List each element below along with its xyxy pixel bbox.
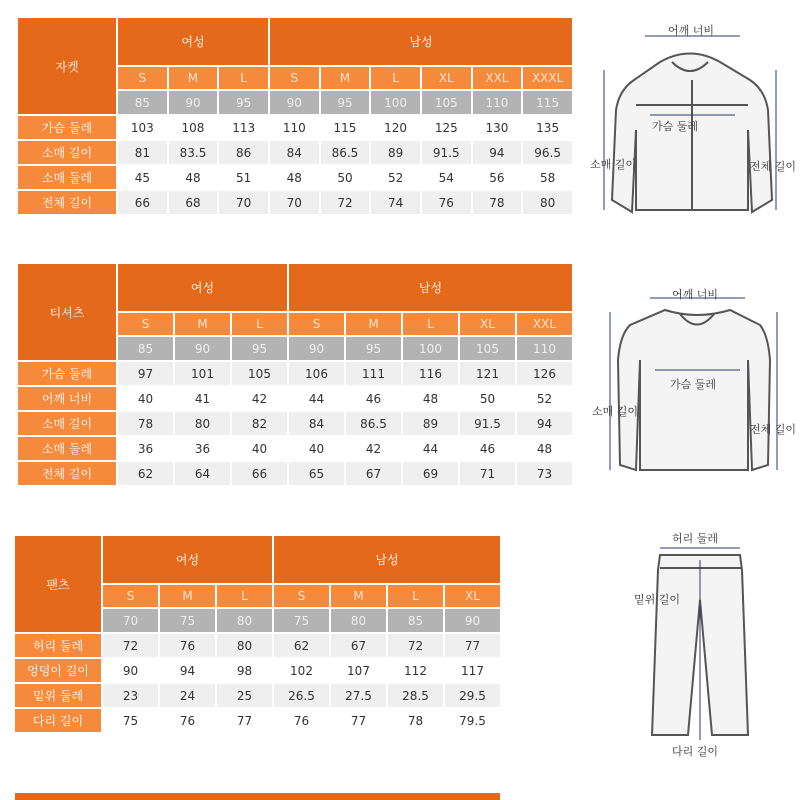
- size-header: S: [270, 67, 319, 89]
- measurement-value: 41: [175, 387, 230, 410]
- measurement-value: 70: [270, 191, 319, 214]
- measurement-value: 42: [346, 437, 401, 460]
- measurement-value: 77: [445, 634, 500, 657]
- measurement-value: 125: [422, 116, 471, 139]
- measurement-value: 46: [346, 387, 401, 410]
- measurement-value: 26.5: [274, 684, 329, 707]
- measurement-value: 73: [517, 462, 572, 485]
- reference-size: 100: [403, 337, 458, 360]
- measurement-value: 50: [460, 387, 515, 410]
- size-header: M: [169, 67, 218, 89]
- measurement-value: 86.5: [321, 141, 370, 164]
- measurement-value: 107: [331, 659, 386, 682]
- reference-size: 85: [118, 337, 173, 360]
- measurement-value: 90: [103, 659, 158, 682]
- jacket-sleeve-label: 소매 길이: [590, 158, 637, 171]
- size-header: L: [217, 585, 272, 607]
- measurement-value: 66: [118, 191, 167, 214]
- size-header: S: [103, 585, 158, 607]
- tshirt-shoulder-label: 어깨 너비: [672, 288, 719, 301]
- measurement-value: 91.5: [460, 412, 515, 435]
- measurement-value: 62: [274, 634, 329, 657]
- jacket-chest-label: 가슴 둘레: [652, 120, 699, 133]
- measurement-label: 전체 길이: [18, 462, 116, 485]
- pants-waist-label: 허리 둘레: [672, 532, 719, 545]
- reference-size: 90: [270, 91, 319, 114]
- tshirt-length-label: 전체 길이: [750, 423, 797, 436]
- reference-size: 90: [289, 337, 344, 360]
- measurement-value: 28.5: [388, 684, 443, 707]
- reference-size: 110: [473, 91, 522, 114]
- measurement-value: 36: [175, 437, 230, 460]
- tshirt-sleeve-label: 소매 길이: [592, 405, 639, 418]
- measurement-value: 72: [321, 191, 370, 214]
- measurement-value: 121: [460, 362, 515, 385]
- measurement-label: 전체 길이: [18, 191, 116, 214]
- measurement-label: 어깨 너비: [18, 387, 116, 410]
- jacket-shoulder-label: 어깨 너비: [668, 24, 715, 37]
- measurement-value: 54: [422, 166, 471, 189]
- men-group-header: 남성: [270, 18, 572, 65]
- measurement-value: 112: [388, 659, 443, 682]
- women-group-header: 여성: [103, 536, 272, 583]
- measurement-value: 42: [232, 387, 287, 410]
- reference-size: 95: [346, 337, 401, 360]
- reference-size: 95: [232, 337, 287, 360]
- measurement-label: 소매 길이: [18, 412, 116, 435]
- size-header: S: [118, 313, 173, 335]
- measurement-value: 94: [473, 141, 522, 164]
- measurement-value: 52: [371, 166, 420, 189]
- measurement-value: 56: [473, 166, 522, 189]
- measurement-value: 78: [388, 709, 443, 732]
- measurement-value: 77: [217, 709, 272, 732]
- size-header: L: [219, 67, 268, 89]
- measurement-value: 24: [160, 684, 215, 707]
- measurement-value: 98: [217, 659, 272, 682]
- measurement-value: 89: [371, 141, 420, 164]
- size-header: XL: [422, 67, 471, 89]
- measurement-value: 25: [217, 684, 272, 707]
- measurement-value: 46: [460, 437, 515, 460]
- reference-size: 90: [175, 337, 230, 360]
- reference-size: 70: [103, 609, 158, 632]
- measurement-value: 120: [371, 116, 420, 139]
- size-header: XXL: [517, 313, 572, 335]
- measurement-value: 76: [422, 191, 471, 214]
- reference-size: 85: [118, 91, 167, 114]
- measurement-value: 97: [118, 362, 173, 385]
- measurement-value: 27.5: [331, 684, 386, 707]
- jacket-length-label: 전체 길이: [750, 160, 797, 173]
- measurement-value: 96.5: [523, 141, 572, 164]
- measurement-value: 94: [160, 659, 215, 682]
- measurement-value: 78: [118, 412, 173, 435]
- measurement-value: 29.5: [445, 684, 500, 707]
- measurement-value: 86.5: [346, 412, 401, 435]
- measurement-value: 45: [118, 166, 167, 189]
- pants-illustration: [652, 548, 748, 740]
- reference-size: 105: [422, 91, 471, 114]
- size-header: XXL: [473, 67, 522, 89]
- measurement-value: 75: [103, 709, 158, 732]
- size-header: S: [118, 67, 167, 89]
- measurement-value: 116: [403, 362, 458, 385]
- reference-size: 90: [169, 91, 218, 114]
- measurement-value: 94: [517, 412, 572, 435]
- category-header: 팬츠: [15, 536, 101, 632]
- measurement-label: 가슴 둘레: [18, 116, 116, 139]
- size-header: XXXL: [523, 67, 572, 89]
- category-header: 자켓: [18, 18, 116, 114]
- measurement-value: 105: [232, 362, 287, 385]
- measurement-value: 48: [403, 387, 458, 410]
- measurement-label: 가슴 둘레: [18, 362, 116, 385]
- measurement-value: 62: [118, 462, 173, 485]
- measurement-value: 80: [523, 191, 572, 214]
- measurement-value: 52: [517, 387, 572, 410]
- measurement-value: 72: [103, 634, 158, 657]
- size-header: S: [274, 585, 329, 607]
- category-header: 티셔츠: [18, 264, 116, 360]
- measurement-value: 68: [169, 191, 218, 214]
- measurement-value: 67: [346, 462, 401, 485]
- measurement-value: 80: [217, 634, 272, 657]
- measurement-value: 101: [175, 362, 230, 385]
- size-header: L: [388, 585, 443, 607]
- measurement-value: 82: [232, 412, 287, 435]
- reference-size: 95: [321, 91, 370, 114]
- measurement-value: 74: [371, 191, 420, 214]
- measurement-value: 76: [274, 709, 329, 732]
- measurement-value: 48: [169, 166, 218, 189]
- men-group-header: 남성: [274, 536, 500, 583]
- measurement-value: 84: [270, 141, 319, 164]
- size-header: M: [175, 313, 230, 335]
- measurement-value: 23: [103, 684, 158, 707]
- tshirt-chest-label: 가슴 둘레: [670, 378, 717, 391]
- measurement-label: 엉덩이 길이: [15, 659, 101, 682]
- measurement-value: 91.5: [422, 141, 471, 164]
- measurement-label: 밑위 둘레: [15, 684, 101, 707]
- measurement-value: 48: [270, 166, 319, 189]
- measurement-value: 67: [331, 634, 386, 657]
- size-header: M: [160, 585, 215, 607]
- measurement-value: 40: [118, 387, 173, 410]
- measurement-value: 110: [270, 116, 319, 139]
- size-header: S: [289, 313, 344, 335]
- reference-size: 90: [445, 609, 500, 632]
- measurement-value: 115: [321, 116, 370, 139]
- measurement-label: 소매 둘레: [18, 166, 116, 189]
- measurement-value: 89: [403, 412, 458, 435]
- measurement-value: 77: [331, 709, 386, 732]
- reference-size: 110: [517, 337, 572, 360]
- measurement-value: 126: [517, 362, 572, 385]
- measurement-value: 130: [473, 116, 522, 139]
- measurement-value: 111: [346, 362, 401, 385]
- measurement-value: 51: [219, 166, 268, 189]
- measurement-value: 86: [219, 141, 268, 164]
- size-header: L: [371, 67, 420, 89]
- measurement-label: 다리 길이: [15, 709, 101, 732]
- size-header: M: [346, 313, 401, 335]
- measurement-value: 40: [289, 437, 344, 460]
- measurement-label: 소매 둘레: [18, 437, 116, 460]
- measurement-value: 80: [175, 412, 230, 435]
- measurement-value: 64: [175, 462, 230, 485]
- measurement-value: 70: [219, 191, 268, 214]
- measurement-value: 44: [403, 437, 458, 460]
- measurement-value: 78: [473, 191, 522, 214]
- measurement-value: 48: [517, 437, 572, 460]
- reference-size: 75: [274, 609, 329, 632]
- men-group-header: 남성: [289, 264, 572, 311]
- measurement-value: 76: [160, 709, 215, 732]
- measurement-value: 36: [118, 437, 173, 460]
- reference-size: 75: [160, 609, 215, 632]
- measurement-value: 44: [289, 387, 344, 410]
- size-header: XL: [460, 313, 515, 335]
- reference-size: 100: [371, 91, 420, 114]
- measurement-value: 40: [232, 437, 287, 460]
- measurement-label: 소매 길이: [18, 141, 116, 164]
- measurement-value: 135: [523, 116, 572, 139]
- measurement-value: 76: [160, 634, 215, 657]
- size-header: L: [232, 313, 287, 335]
- measurement-value: 69: [403, 462, 458, 485]
- reference-size: 80: [217, 609, 272, 632]
- women-group-header: 여성: [118, 264, 287, 311]
- measurement-value: 79.5: [445, 709, 500, 732]
- measurement-value: 81: [118, 141, 167, 164]
- measurement-label: 허리 둘레: [15, 634, 101, 657]
- size-header: M: [321, 67, 370, 89]
- measurement-value: 108: [169, 116, 218, 139]
- reference-size: 95: [219, 91, 268, 114]
- women-group-header: 여성: [118, 18, 268, 65]
- size-header: XL: [445, 585, 500, 607]
- pants-leg-label: 다리 길이: [672, 745, 719, 758]
- measurement-value: 50: [321, 166, 370, 189]
- measurement-value: 106: [289, 362, 344, 385]
- measurement-value: 84: [289, 412, 344, 435]
- measurement-value: 83.5: [169, 141, 218, 164]
- pants-rise-label: 밑위 길이: [634, 593, 681, 606]
- measurement-value: 58: [523, 166, 572, 189]
- measurement-value: 117: [445, 659, 500, 682]
- reference-size: 80: [331, 609, 386, 632]
- measurement-value: 72: [388, 634, 443, 657]
- size-header: L: [403, 313, 458, 335]
- measurement-value: 113: [219, 116, 268, 139]
- size-header: M: [331, 585, 386, 607]
- reference-size: 115: [523, 91, 572, 114]
- measurement-value: 102: [274, 659, 329, 682]
- measurement-value: 65: [289, 462, 344, 485]
- measurement-value: 103: [118, 116, 167, 139]
- measurement-value: 66: [232, 462, 287, 485]
- reference-size: 105: [460, 337, 515, 360]
- measurement-value: 71: [460, 462, 515, 485]
- reference-size: 85: [388, 609, 443, 632]
